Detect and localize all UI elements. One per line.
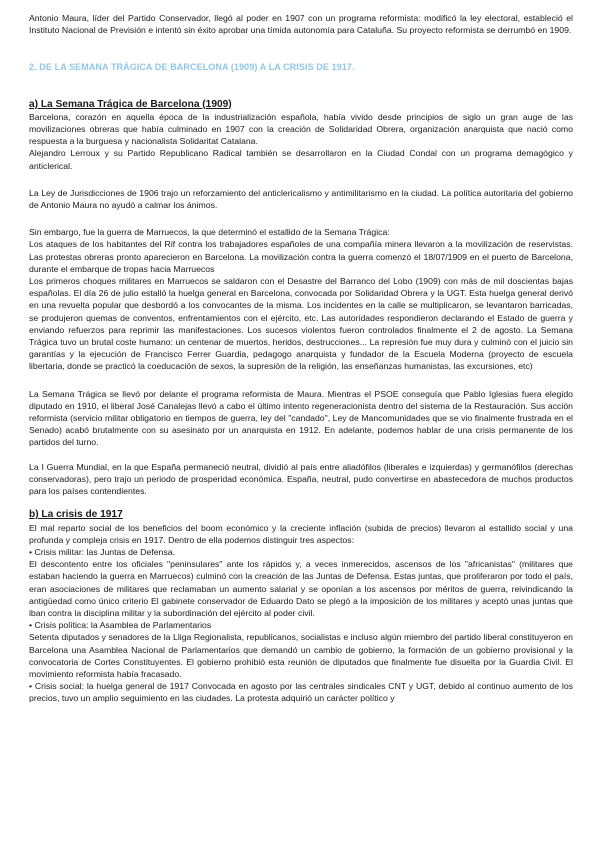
paragraph-juntas-defensa: El descontento entre los oficiales "peninsulares" ante los rápidos y, a veces inmerecidos, ascensos de los "africanistas" (militares que estaban haciendo la guerra en Marruecos) culminó con la creación de las Juntas de Defensa. Estas juntas, que proliferaron por todo el país, eran asociaciones de militares que reclamaban un aumento salarial y se oponían a los ascensos por méritos de guerra, reivindicando la antigüedad como único criterio El gabinete conservador de Eduardo Dato se plegó a la imposición de los militares y aceptó unas juntas que iban contra la disciplina militar y la subordinación del ejército al poder civil.	[29, 559, 573, 618]
section-heading: 2. DE LA SEMANA TRÁGICA DE BARCELONA (1909) A LA CRISIS DE 1917.	[29, 62, 355, 73]
paragraph-barranco-lobo: Los primeros choques militares en Marruecos se saldaron con el Desastre del Barranco del Lobo (1909) con más de mil doscientas bajas españolas. El día 26 de julio estalló la huelga general en Barcelona, convocada por Solidaridad Obrera y la UGT. Esta huelga general derivó en una revuelta popular que desbordó a los convocantes de la misma. Los incidentes en la calle se multiplicaron, se levantaron barricadas, se produjeron quemas de conventos, enfrentamientos con el ejército, etc. Las autoridades respondieron declarando el Estado de guerra y enviando refuerzos para reprimir las manifestaciones. Los sucesos violentos fueron controlados finalmente el 2 de agosto. La Semana Trágica tuvo un brutal coste humano: un centenar de muertos, heridos, destrucciones... La represión fue muy dura y culminó con el juicio sin garantías y la ejecución de Francisco Ferrer Guardia, pedagogo anarquista y fundador de la Escuela Moderna (proyecto de escuela libertaria, donde se practicó la coeducación de sexos, la supresión de la religión, las enseñanzas humanistas, las excursiones, etc)	[29, 276, 573, 372]
list-item-crisis-politica: • Crisis política: la Asamblea de Parlamentarios	[29, 620, 212, 631]
paragraph-lerroux: Alejandro Lerroux y su Partido Republicano Radical también se desarrollaron en la Ciudad Condal con un programa demagógico y anticlerical.	[29, 148, 573, 171]
paragraph-ley-jurisdicciones: La Ley de Jurisdicciones de 1906 trajo un reforzamiento del anticlericalismo y antimilitarismo en la ciudad. La política autoritaria del gobierno de Antonio Maura no ayudó a calmar los ánimos.	[29, 187, 573, 211]
paragraph-guerra-mundial: La I Guerra Mundial, en la que España permaneció neutral, dividió al país entre aliadófilos (liberales e izquierdas) y germanófilos (derechas conservadoras), pero trajo un periodo de prosperidad económica. España, neutral, pudo convertirse en abastecedora de muchos productos para los países contendientes.	[29, 461, 573, 497]
paragraph-ataques-rif: Los ataques de los habitantes del Rif contra los trabajadores españoles de una compañía minera llevaron a la movilización de reservistas. Las protestas obreras pronto aparecieron en Barcelona. La movilización contra la guerra comenzó el 18/07/1909 en el puerto de Barcelona, durante el embarque de tropas hacia Marruecos	[29, 239, 573, 274]
paragraph-barcelona: Barcelona, corazón en aquella época de la industrialización española, había vivido desde principios de siglo un gran auge de las movilizaciones obreras que había culminado en 1907 con la creación de Solidaridad Obrera, organización anarquista que nació como respuesta a la burguesa y nacionalista Solidaritat Catalana.	[29, 111, 573, 147]
paragraph-guerra-marruecos: Sin embargo, fue la guerra de Marruecos, la que determinó el estallido de la Semana Trágica:	[29, 227, 390, 238]
paragraph-canalejas: La Semana Trágica se llevó por delante el programa reformista de Maura. Mientras el PSOE conseguía que Pablo Iglesias fuera elegido diputado en 1910, el liberal José Canalejas llevó a cabo el último intento regeneracionista dentro del sistema de la Restauración. Sus acción reformista (servicio militar obligatorio en tiempos de guerra, ley del "candado", Ley de Mancomunidades que se vio finalmente frustrada en el Senado) acabó brutalmente con su asesinato por un anarquista en 1912. En adelante, podemos hablar de una crisis permanente de los partidos del turno.	[29, 388, 573, 448]
list-item-crisis-militar: • Crisis militar: las Juntas de Defensa.	[29, 546, 175, 557]
subsection-b-title: b) La crisis de 1917	[29, 509, 123, 521]
paragraph-asamblea: Setenta diputados y senadores de la Lliga Regionalista, republicanos, socialistas e incluso algún miembro del partido liberal constituyeron en Barcelona una Asamblea Nacional de Parlamentarios que demandó un cambio de gobierno, la formación de un gobierno provisional y la convocatoria de Cortes Constituyentes. El gobierno prohibió esta reunión de diputados que finalmente fue disuelta por la Guardia Civil. El movimiento reformista había fracasado.	[29, 632, 573, 679]
list-item-crisis-social: • Crisis social: la huelga general de 1917 Convocada en agosto por las centrales sindicales CNT y UGT, debido al continuo aumento de los precios, tuvo un amplio seguimiento en las ciudades. La protesta adquirió un carácter político y	[29, 681, 573, 704]
intro-paragraph: Antonio Maura, líder del Partido Conservador, llegó al poder en 1907 con un programa reformista: modificó la ley electoral, estableció el Instituto Nacional de Previsión e intentó sin éxito aprobar una tímida autonomía para Cataluña. Su proyecto reformista se derrumbó en 1909.	[29, 13, 573, 36]
paragraph-crisis-intro: El mal reparto social de los beneficios del boom económico y la creciente inflación (subida de precios) llevaron al estallido social y una profunda y compleja crisis en 1917. Dentro de ella podemos distinguir tres aspectos:	[29, 522, 573, 545]
subsection-a-title: a) La Semana Trágica de Barcelona (1909)	[29, 98, 232, 110]
